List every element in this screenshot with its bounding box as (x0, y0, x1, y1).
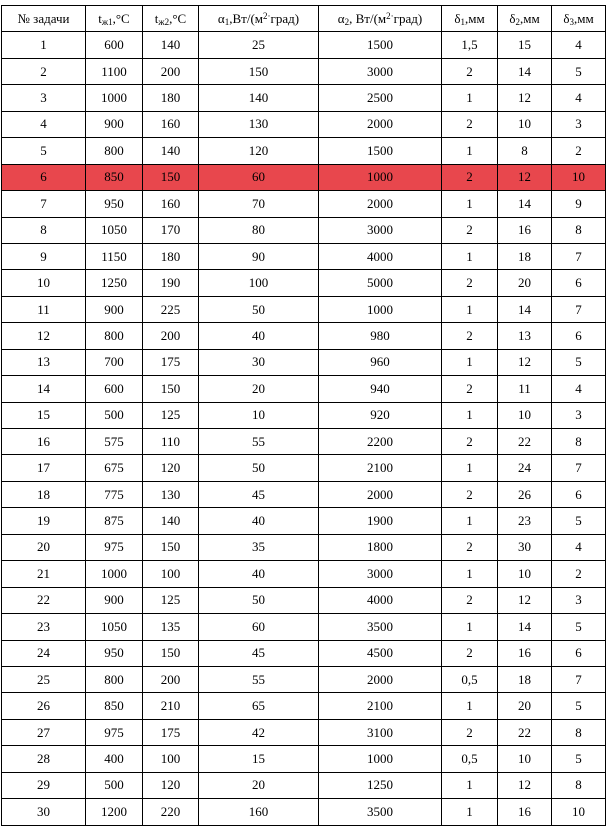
header-delta2: $\delta_2,мм$ (498, 6, 552, 32)
cell-alpha2: 2200 (319, 429, 442, 455)
cell-t-zh2: 200 (143, 666, 199, 692)
cell-delta2: 8 (498, 138, 552, 164)
header-delta3: $\delta_3,мм$ (552, 6, 606, 32)
cell-delta2: 15 (498, 32, 552, 58)
table-row-highlighted (2, 164, 606, 190)
cell-task-number: 7 (2, 191, 86, 217)
cell-t-zh2: 150 (143, 164, 199, 190)
header-alpha2: $\alpha_2$, $Вт/(м^{2\cdot}град)$ (319, 6, 442, 32)
cell-delta3: 4 (552, 32, 606, 58)
cell-delta1: 2 (442, 111, 498, 137)
cell-t-zh1: 900 (86, 587, 143, 613)
cell-delta3: 5 (552, 508, 606, 534)
cell-alpha1: 50 (199, 455, 319, 481)
cell-delta1: 0,5 (442, 666, 498, 692)
cell-alpha2: 1000 (319, 296, 442, 322)
cell-alpha1: 70 (199, 191, 319, 217)
cell-delta3: 2 (552, 561, 606, 587)
cell-t-zh2: 200 (143, 323, 199, 349)
cell-delta2: 16 (498, 640, 552, 666)
table-row (2, 376, 606, 402)
cell-delta2: 16 (498, 799, 552, 825)
cell-delta3: 8 (552, 772, 606, 798)
table-row (2, 534, 606, 560)
cell-delta1: 0,5 (442, 746, 498, 772)
cell-task-number: 28 (2, 746, 86, 772)
cell-alpha1: 150 (199, 58, 319, 84)
cell-delta1: 1 (442, 85, 498, 111)
cell-alpha1: 35 (199, 534, 319, 560)
cell-delta2: 18 (498, 243, 552, 269)
cell-alpha2: 940 (319, 376, 442, 402)
cell-alpha1: 50 (199, 587, 319, 613)
cell-task-number: 15 (2, 402, 86, 428)
cell-delta1: 1 (442, 561, 498, 587)
cell-delta1: 1 (442, 508, 498, 534)
table-row (2, 58, 606, 84)
cell-alpha1: 130 (199, 111, 319, 137)
cell-delta1: 2 (442, 270, 498, 296)
table-row (2, 85, 606, 111)
cell-t-zh2: 130 (143, 481, 199, 507)
cell-delta2: 22 (498, 719, 552, 745)
cell-delta3: 4 (552, 534, 606, 560)
cell-alpha2: 2000 (319, 666, 442, 692)
cell-t-zh2: 140 (143, 32, 199, 58)
cell-delta2: 10 (498, 111, 552, 137)
table-row (2, 508, 606, 534)
cell-alpha2: 1800 (319, 534, 442, 560)
cell-delta1: 2 (442, 481, 498, 507)
cell-t-zh1: 600 (86, 376, 143, 402)
cell-t-zh2: 150 (143, 376, 199, 402)
cell-task-number: 26 (2, 693, 86, 719)
table-row (2, 772, 606, 798)
cell-alpha1: 60 (199, 164, 319, 190)
table-row (2, 32, 606, 58)
cell-alpha1: 80 (199, 217, 319, 243)
cell-alpha2: 1500 (319, 138, 442, 164)
cell-task-number: 22 (2, 587, 86, 613)
cell-t-zh1: 1200 (86, 799, 143, 825)
cell-t-zh1: 850 (86, 164, 143, 190)
cell-task-number: 20 (2, 534, 86, 560)
cell-alpha1: 100 (199, 270, 319, 296)
table-row (2, 666, 606, 692)
cell-alpha2: 4000 (319, 243, 442, 269)
cell-delta2: 14 (498, 191, 552, 217)
cell-alpha2: 2100 (319, 693, 442, 719)
cell-delta3: 3 (552, 587, 606, 613)
table-row (2, 243, 606, 269)
cell-delta2: 22 (498, 429, 552, 455)
cell-alpha2: 2000 (319, 111, 442, 137)
cell-task-number: 21 (2, 561, 86, 587)
cell-delta1: 1 (442, 693, 498, 719)
cell-task-number: 3 (2, 85, 86, 111)
cell-alpha2: 5000 (319, 270, 442, 296)
cell-task-number: 5 (2, 138, 86, 164)
cell-delta1: 1 (442, 799, 498, 825)
cell-delta2: 18 (498, 666, 552, 692)
cell-t-zh2: 120 (143, 772, 199, 798)
cell-task-number: 25 (2, 666, 86, 692)
cell-delta2: 20 (498, 693, 552, 719)
table-row (2, 746, 606, 772)
cell-alpha2: 3100 (319, 719, 442, 745)
cell-delta2: 14 (498, 614, 552, 640)
cell-delta3: 8 (552, 217, 606, 243)
cell-alpha2: 920 (319, 402, 442, 428)
cell-task-number: 9 (2, 243, 86, 269)
cell-delta2: 14 (498, 58, 552, 84)
cell-delta2: 10 (498, 746, 552, 772)
cell-alpha1: 65 (199, 693, 319, 719)
cell-delta3: 3 (552, 402, 606, 428)
cell-delta3: 6 (552, 640, 606, 666)
cell-delta3: 5 (552, 349, 606, 375)
cell-delta2: 10 (498, 402, 552, 428)
cell-delta3: 6 (552, 481, 606, 507)
cell-alpha2: 4500 (319, 640, 442, 666)
cell-t-zh2: 150 (143, 534, 199, 560)
cell-delta2: 12 (498, 587, 552, 613)
table-row (2, 138, 606, 164)
cell-task-number: 4 (2, 111, 86, 137)
cell-alpha2: 3000 (319, 561, 442, 587)
table-row (2, 799, 606, 825)
cell-t-zh2: 210 (143, 693, 199, 719)
cell-alpha2: 1900 (319, 508, 442, 534)
cell-alpha2: 2100 (319, 455, 442, 481)
cell-t-zh2: 220 (143, 799, 199, 825)
cell-t-zh2: 200 (143, 58, 199, 84)
cell-t-zh2: 175 (143, 719, 199, 745)
table-row (2, 429, 606, 455)
cell-delta1: 2 (442, 217, 498, 243)
cell-delta2: 13 (498, 323, 552, 349)
cell-alpha1: 10 (199, 402, 319, 428)
cell-delta1: 2 (442, 323, 498, 349)
cell-alpha2: 2500 (319, 85, 442, 111)
cell-t-zh1: 775 (86, 481, 143, 507)
cell-t-zh2: 170 (143, 217, 199, 243)
cell-delta1: 2 (442, 429, 498, 455)
cell-delta1: 1 (442, 402, 498, 428)
cell-delta2: 10 (498, 561, 552, 587)
cell-t-zh1: 900 (86, 296, 143, 322)
cell-delta1: 2 (442, 587, 498, 613)
cell-t-zh2: 180 (143, 85, 199, 111)
cell-task-number: 1 (2, 32, 86, 58)
cell-alpha1: 140 (199, 85, 319, 111)
cell-delta3: 5 (552, 614, 606, 640)
cell-alpha1: 120 (199, 138, 319, 164)
cell-delta2: 14 (498, 296, 552, 322)
table-row (2, 191, 606, 217)
cell-alpha2: 1250 (319, 772, 442, 798)
cell-t-zh1: 1250 (86, 270, 143, 296)
cell-t-zh1: 1150 (86, 243, 143, 269)
table-row (2, 217, 606, 243)
cell-t-zh2: 110 (143, 429, 199, 455)
cell-alpha1: 90 (199, 243, 319, 269)
header-row (2, 6, 606, 32)
cell-delta1: 1 (442, 138, 498, 164)
cell-alpha1: 40 (199, 561, 319, 587)
cell-alpha2: 1500 (319, 32, 442, 58)
cell-delta1: 1,5 (442, 32, 498, 58)
cell-t-zh2: 120 (143, 455, 199, 481)
cell-delta1: 2 (442, 640, 498, 666)
cell-t-zh1: 800 (86, 138, 143, 164)
cell-delta2: 11 (498, 376, 552, 402)
table-row (2, 561, 606, 587)
cell-delta1: 1 (442, 243, 498, 269)
cell-alpha2: 3000 (319, 58, 442, 84)
cell-alpha1: 20 (199, 772, 319, 798)
header-task-number: № задачи (2, 6, 86, 32)
cell-delta1: 1 (442, 455, 498, 481)
cell-delta3: 4 (552, 376, 606, 402)
cell-t-zh1: 500 (86, 772, 143, 798)
cell-delta3: 9 (552, 191, 606, 217)
cell-t-zh1: 1050 (86, 217, 143, 243)
cell-t-zh1: 1000 (86, 561, 143, 587)
cell-delta3: 8 (552, 429, 606, 455)
cell-alpha1: 45 (199, 481, 319, 507)
cell-delta3: 7 (552, 666, 606, 692)
cell-t-zh1: 575 (86, 429, 143, 455)
header-t-zh2: $t_{ж2},^\circ C$ (143, 6, 199, 32)
cell-t-zh2: 100 (143, 561, 199, 587)
cell-alpha2: 2000 (319, 481, 442, 507)
cell-alpha1: 55 (199, 666, 319, 692)
cell-delta3: 5 (552, 58, 606, 84)
cell-t-zh1: 400 (86, 746, 143, 772)
cell-t-zh2: 175 (143, 349, 199, 375)
cell-alpha2: 980 (319, 323, 442, 349)
cell-t-zh1: 700 (86, 349, 143, 375)
cell-t-zh2: 125 (143, 402, 199, 428)
cell-alpha2: 3500 (319, 614, 442, 640)
cell-t-zh1: 850 (86, 693, 143, 719)
cell-t-zh2: 140 (143, 138, 199, 164)
data-table (1, 5, 606, 826)
cell-t-zh1: 600 (86, 32, 143, 58)
cell-t-zh1: 1100 (86, 58, 143, 84)
cell-alpha2: 4000 (319, 587, 442, 613)
cell-alpha1: 50 (199, 296, 319, 322)
cell-delta1: 2 (442, 58, 498, 84)
cell-t-zh2: 100 (143, 746, 199, 772)
header-alpha1: $\alpha_1,Вт/(м^{2\cdot}град)$ (199, 6, 319, 32)
cell-t-zh2: 160 (143, 111, 199, 137)
cell-t-zh2: 125 (143, 587, 199, 613)
cell-task-number: 30 (2, 799, 86, 825)
table-row (2, 455, 606, 481)
cell-alpha2: 1000 (319, 164, 442, 190)
table-body (2, 32, 606, 825)
cell-t-zh2: 150 (143, 640, 199, 666)
cell-alpha1: 25 (199, 32, 319, 58)
cell-delta2: 23 (498, 508, 552, 534)
cell-task-number: 18 (2, 481, 86, 507)
cell-t-zh1: 875 (86, 508, 143, 534)
cell-delta1: 1 (442, 614, 498, 640)
cell-alpha1: 60 (199, 614, 319, 640)
cell-t-zh1: 500 (86, 402, 143, 428)
cell-alpha1: 15 (199, 746, 319, 772)
cell-task-number: 14 (2, 376, 86, 402)
cell-delta2: 20 (498, 270, 552, 296)
cell-alpha2: 2000 (319, 191, 442, 217)
cell-alpha1: 42 (199, 719, 319, 745)
table-row (2, 587, 606, 613)
cell-delta3: 5 (552, 693, 606, 719)
cell-task-number: 2 (2, 58, 86, 84)
cell-delta1: 2 (442, 534, 498, 560)
table-row (2, 481, 606, 507)
cell-task-number: 10 (2, 270, 86, 296)
cell-alpha2: 960 (319, 349, 442, 375)
table-row (2, 614, 606, 640)
cell-delta2: 12 (498, 85, 552, 111)
data-table-wrapper (1, 5, 606, 826)
cell-delta3: 7 (552, 455, 606, 481)
cell-delta3: 5 (552, 746, 606, 772)
table-row (2, 111, 606, 137)
cell-task-number: 23 (2, 614, 86, 640)
cell-delta2: 12 (498, 772, 552, 798)
cell-delta3: 10 (552, 799, 606, 825)
cell-delta1: 2 (442, 719, 498, 745)
cell-alpha1: 45 (199, 640, 319, 666)
cell-task-number: 19 (2, 508, 86, 534)
cell-delta3: 6 (552, 270, 606, 296)
cell-alpha1: 30 (199, 349, 319, 375)
cell-delta1: 1 (442, 296, 498, 322)
cell-task-number: 6 (2, 164, 86, 190)
cell-t-zh1: 900 (86, 111, 143, 137)
cell-alpha2: 1000 (319, 746, 442, 772)
table-row (2, 693, 606, 719)
cell-delta3: 3 (552, 111, 606, 137)
cell-delta3: 8 (552, 719, 606, 745)
cell-delta2: 16 (498, 217, 552, 243)
cell-task-number: 13 (2, 349, 86, 375)
cell-delta1: 1 (442, 191, 498, 217)
cell-alpha1: 160 (199, 799, 319, 825)
cell-task-number: 12 (2, 323, 86, 349)
cell-delta2: 12 (498, 164, 552, 190)
cell-t-zh2: 225 (143, 296, 199, 322)
cell-delta2: 30 (498, 534, 552, 560)
cell-alpha2: 3500 (319, 799, 442, 825)
cell-t-zh2: 160 (143, 191, 199, 217)
table-row (2, 270, 606, 296)
table-row (2, 349, 606, 375)
cell-t-zh2: 190 (143, 270, 199, 296)
cell-t-zh1: 1000 (86, 85, 143, 111)
cell-task-number: 8 (2, 217, 86, 243)
cell-task-number: 17 (2, 455, 86, 481)
cell-delta1: 1 (442, 349, 498, 375)
table-row (2, 323, 606, 349)
cell-delta3: 2 (552, 138, 606, 164)
cell-t-zh2: 180 (143, 243, 199, 269)
cell-t-zh1: 950 (86, 640, 143, 666)
cell-alpha1: 40 (199, 508, 319, 534)
cell-task-number: 24 (2, 640, 86, 666)
cell-t-zh1: 950 (86, 191, 143, 217)
cell-task-number: 16 (2, 429, 86, 455)
cell-alpha2: 3000 (319, 217, 442, 243)
table-row (2, 296, 606, 322)
table-row (2, 640, 606, 666)
cell-t-zh1: 975 (86, 719, 143, 745)
cell-delta1: 2 (442, 376, 498, 402)
header-t-zh1: $t_{ж1},^\circ C$ (86, 6, 143, 32)
cell-task-number: 27 (2, 719, 86, 745)
cell-delta3: 6 (552, 323, 606, 349)
header-delta1: $\delta_1,мм$ (442, 6, 498, 32)
cell-delta1: 1 (442, 772, 498, 798)
cell-delta3: 10 (552, 164, 606, 190)
cell-alpha1: 55 (199, 429, 319, 455)
table-row (2, 402, 606, 428)
cell-alpha1: 20 (199, 376, 319, 402)
cell-t-zh1: 975 (86, 534, 143, 560)
cell-alpha1: 40 (199, 323, 319, 349)
cell-t-zh1: 1050 (86, 614, 143, 640)
cell-delta3: 7 (552, 296, 606, 322)
cell-delta3: 7 (552, 243, 606, 269)
cell-delta3: 4 (552, 85, 606, 111)
cell-task-number: 29 (2, 772, 86, 798)
cell-t-zh1: 675 (86, 455, 143, 481)
cell-delta1: 2 (442, 164, 498, 190)
cell-t-zh2: 140 (143, 508, 199, 534)
cell-delta2: 12 (498, 349, 552, 375)
cell-t-zh2: 135 (143, 614, 199, 640)
table-row (2, 719, 606, 745)
cell-delta2: 24 (498, 455, 552, 481)
cell-t-zh1: 800 (86, 323, 143, 349)
cell-delta2: 26 (498, 481, 552, 507)
cell-task-number: 11 (2, 296, 86, 322)
cell-t-zh1: 800 (86, 666, 143, 692)
